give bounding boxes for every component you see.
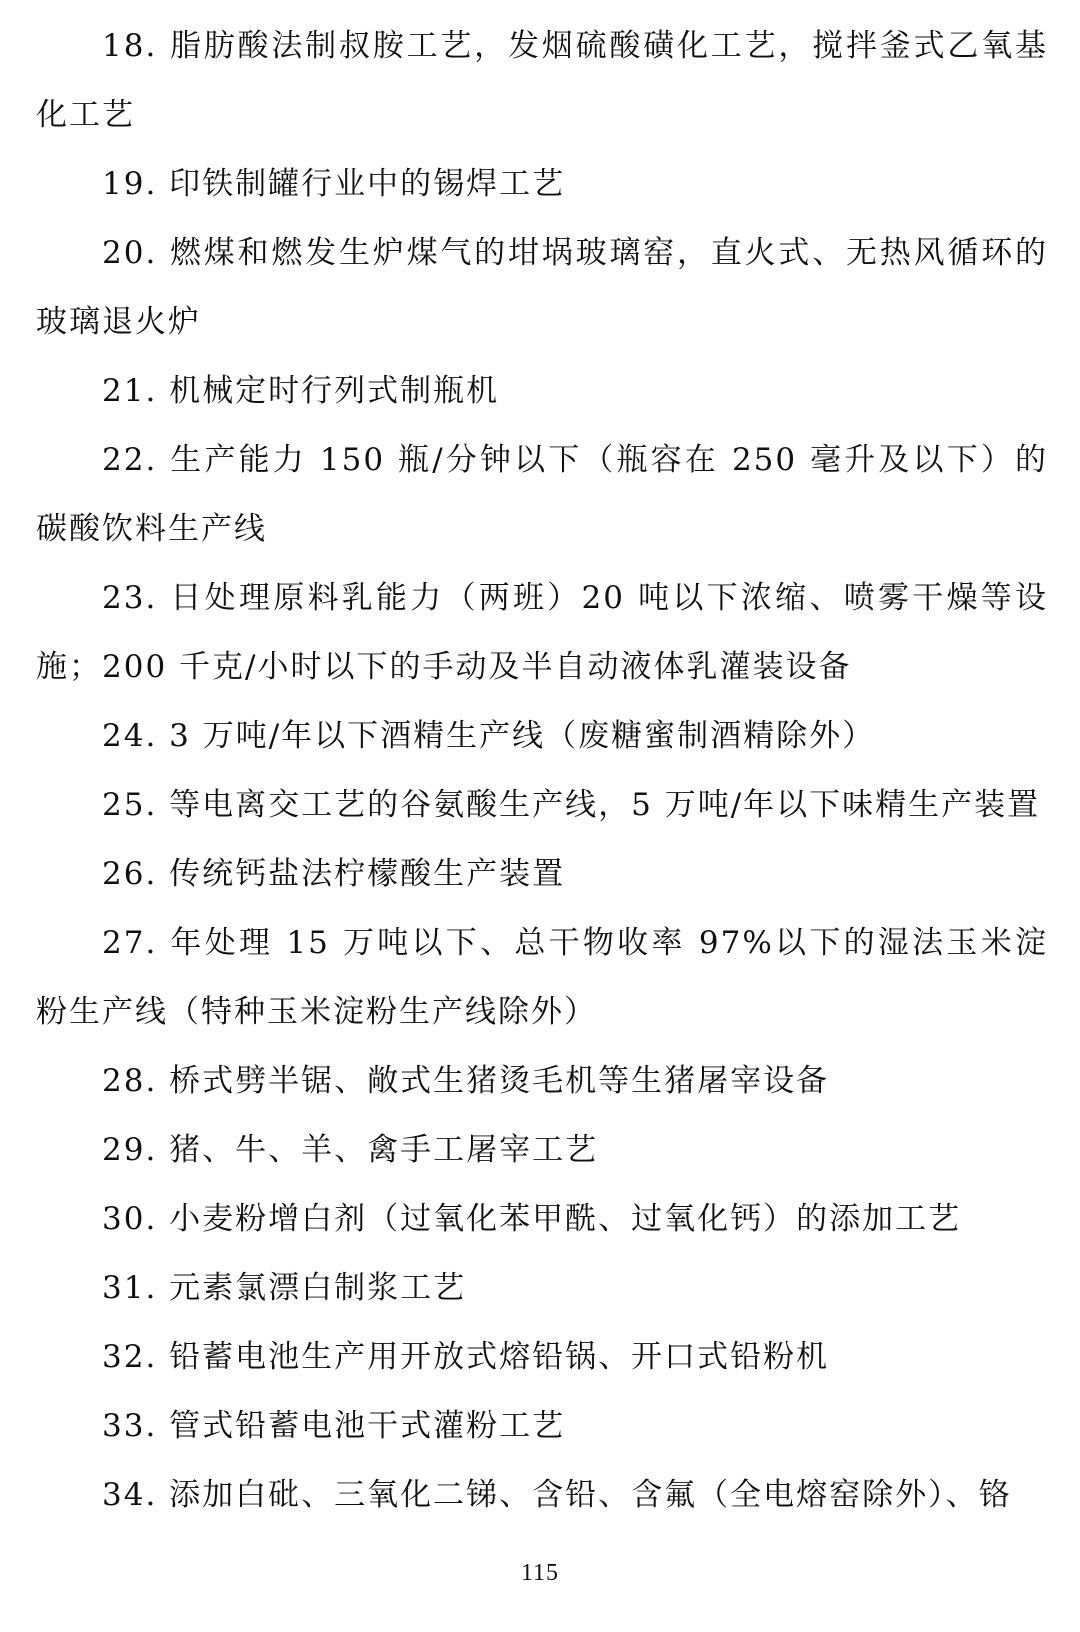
list-item: 28. 桥式劈半锯、敞式生猪烫毛机等生猪屠宰设备 [102,1063,830,1099]
list-item: 26. 传统钙盐法柠檬酸生产装置 [102,856,566,892]
list-item: 33. 管式铅蓄电池干式灌粉工艺 [102,1408,566,1444]
list-item: 25. 等电离交工艺的谷氨酸生产线，5 万吨/年以下味精生产装置 [102,787,1041,823]
list-item: 23. 日处理原料乳能力（两班）20 吨以下浓缩、喷雾干燥等设施；200 千克/小时以下的手动及半自动液体乳灌装设备 [36,580,1048,685]
list-item: 19. 印铁制罐行业中的锡焊工艺 [102,166,566,202]
list-item: 18. 脂肪酸法制叔胺工艺，发烟硫酸磺化工艺，搅拌釜式乙氧基化工艺 [36,28,1048,133]
page-number: 115 [520,1560,560,1586]
list-item: 27. 年处理 15 万吨以下、总干物收率 97%以下的湿法玉米淀粉生产线（特种玉米淀粉生产线除外） [36,925,1048,1030]
list-item: 21. 机械定时行列式制瓶机 [102,373,500,409]
list-item: 20. 燃煤和燃发生炉煤气的坩埚玻璃窑，直火式、无热风循环的玻璃退火炉 [36,235,1048,340]
list-item: 22. 生产能力 150 瓶/分钟以下（瓶容在 250 毫升及以下）的碳酸饮料生产线 [36,442,1048,547]
item-list [36,12,1048,1530]
list-item: 31. 元素氯漂白制浆工艺 [102,1270,467,1306]
list-item: 30. 小麦粉增白剂（过氧化苯甲酰、过氧化钙）的添加工艺 [102,1201,962,1237]
list-item: 32. 铅蓄电池生产用开放式熔铅锅、开口式铅粉机 [102,1339,830,1375]
list-item: 24. 3 万吨/年以下酒精生产线（废糖蜜制酒精除外） [102,718,876,754]
list-item: 34. 添加白砒、三氧化二锑、含铅、含氟（全电熔窑除外）、铬 [102,1477,1012,1513]
list-item: 29. 猪、牛、羊、禽手工屠宰工艺 [102,1132,599,1168]
